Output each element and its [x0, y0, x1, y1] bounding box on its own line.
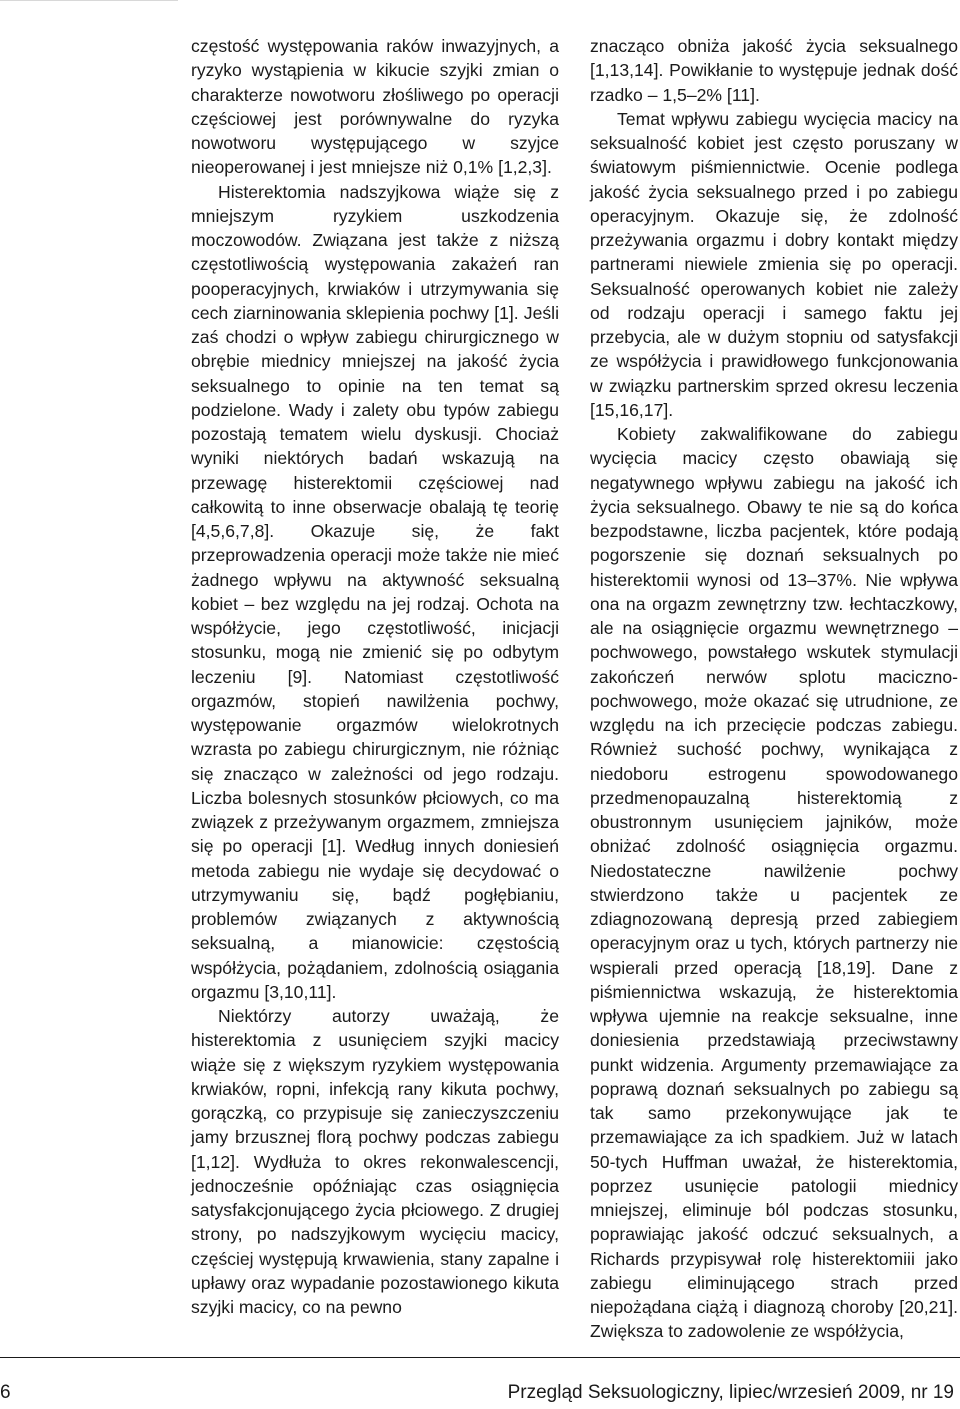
paragraph: Niektórzy autorzy uważają, że histerektomia z usunięciem szyjki macicy wiąże się z większym ryzykiem występowania krwiaków, ropni, infekcją rany kikuta pochwy, gorączką, co przypisuje się zanieczyszczeniu jamy brzusznej florą pochwy podczas zabiegu [1,12]. Wydłuża to okres rekonwalescencji, jednocześnie opóźniając czas osiągnięcia satysfakcjonującego życia płciowego. Z drugiej strony, po nadszyjkowym wycięciu macicy, częściej występują krwawienia, stany zapalne i upławy oraz wypadanie pozostawionego kikuta szyjki macicy, co na pewno	[191, 1006, 559, 1317]
page-number: 6	[0, 1382, 11, 1403]
top-rule	[0, 0, 178, 1]
paragraph: Kobiety zakwalifikowane do zabiegu wycięcia macicy często obawiają się negatywnego wpływu zabiegu na jakość ich życia seksualnego. Obawy te nie są do końca bezpodstawne, liczba pacjentek, które podają pogorszenie się doznań seksualnych po histerektomii wynosi od 13–37%. Nie wpływa ona na orgazm zewnętrzny tzw. łechtaczkowy, ale na osiągnięcie orgazmu wewnętrznego – pochwowego, powstałego wskutek stymulacji zakończeń nerwów splotu maciczno-pochwowego, może okazać się utrudnione, ze względu na ich przecięcie podczas zabiegu. Również suchość pochwy, wynikająca z niedoboru estrogenu spowodowanego przedmenopauzalną histerektomią z obustronnym usunięciem jajników, może obniżać zdolność osiągnięcia orgazmu. Niedostateczne nawilżenie pochwy stwierdzono także u pacjentek ze zdiagnozowaną depresją przed zabiegiem operacyjnym oraz u tych, których partnerzy nie wspierali przed operacją [18,19]. Dane z piśmiennictwa wskazują, że histerektomia wpływa ujemnie na reakcje seksualne, inne doniesienia przedstawiają przeciwstawny punkt widzenia. Argumenty przemawiające za poprawą doznań seksualnych po zabiegu są tak samo przekonywujące jak te przemawiające za ich spadkiem. Już w latach 50-tych Huffman uważał, że histerektomia, poprzez usunięcie patologii miednicy mniejszej, eliminuje ból podczas stosunku, poprawiając jakość odczuć seksualnych, a Richards przypisywał rolę histerektomiii jako zabiegu eliminującego strach przed niepożądana ciążą i diagnozą choroby [20,21]. Zwiększa to zadowolenie ze współżycia,	[590, 424, 958, 1342]
footer-rule	[0, 1357, 960, 1358]
journal-citation: Przegląd Seksuologiczny, lipiec/wrzesień 2009, nr 19	[507, 1382, 954, 1403]
text-column-left	[191, 34, 559, 1319]
text-column-right	[590, 34, 958, 1344]
paragraph: Histerektomia nadszyjkowa wiąże się z mniejszym ryzykiem uszkodzenia moczowodów. Związana jest także z niższą częstotliwością występowania zakażeń ran pooperacyjnych, krwiaków i utrzymywania się cech ziarninowania sklepienia pochwy [1]. Jeśli zaś chodzi o wpływ zabiegu chirurgicznego w obrębie miednicy mniejszej na jakość życia seksualnego to opinie na ten temat są podzielone. Wady i zalety obu typów zabiegu pozostają tematem wielu dyskusji. Chociaż wyniki niektórych badań wskazują na przewagę histerektomii częściowej nad całkowitą to inne obserwacje obalają tę teorię [4,5,6,7,8]. Okazuje się, że fakt przeprowadzenia operacji może także nie mieć żadnego wpływu na aktywność seksualną kobiet – bez względu na jej rodzaj. Ochota na współżycie, jego częstotliwość, inicjacji stosunku, mogą nie zmienić się po odbytym leczeniu [9]. Natomiast częstotliwość orgazmów, stopień nawilżenia pochwy, występowanie orgazmów wielokrotnych wzrasta po zabiegu chirurgicznym, nie różniąc się znacząco w zależności od jego rodzaju. Liczba bolesnych stosunków płciowych, co ma związek z przeżywanym orgazmem, zmniejsza się po operacji [1]. Według innych doniesień metoda zabiegu nie wydaje się decydować o utrzymywaniu się, bądź pogłębianiu, problemów związanych z aktywnością seksualną, a mianowicie: częstością współżycia, pożądaniem, zdolnością osiągania orgazmu [3,10,11].	[191, 181, 559, 1002]
paragraph-continuation: częstość występowania raków inwazyjnych, a ryzyko wystąpienia w kikucie szyjki zmian o charakterze nowotworu złośliwego po operacji częściowej jest porównywalne do ryzyka nowotworu występującego w szyjce nieoperowanej i jest mniejsze niż 0,1% [1,2,3].	[191, 36, 559, 178]
paragraph: Temat wpływu zabiegu wycięcia macicy na seksualność kobiet jest często poruszany w światowym piśmiennictwie. Ocenie podlega jakość życia seksualnego przed i po zabiegu operacyjnym. Okazuje się, że zdolność przeżywania orgazmu i dobry kontakt między partnerami niewiele zmienia się po operacji. Seksualność operowanych kobiet nie zależy od rodzaju operacji i samego faktu jej przebycia, ale w dużym stopniu od satysfakcji ze współżycia i prawidłowego funkcjonowania w związku partnerskim sprzed okresu leczenia [15,16,17].	[590, 108, 958, 420]
paragraph-continuation: znacząco obniża jakość życia seksualnego [1,13,14]. Powikłanie to występuje jednak dość rzadko – 1,5–2% [11].	[590, 36, 958, 105]
